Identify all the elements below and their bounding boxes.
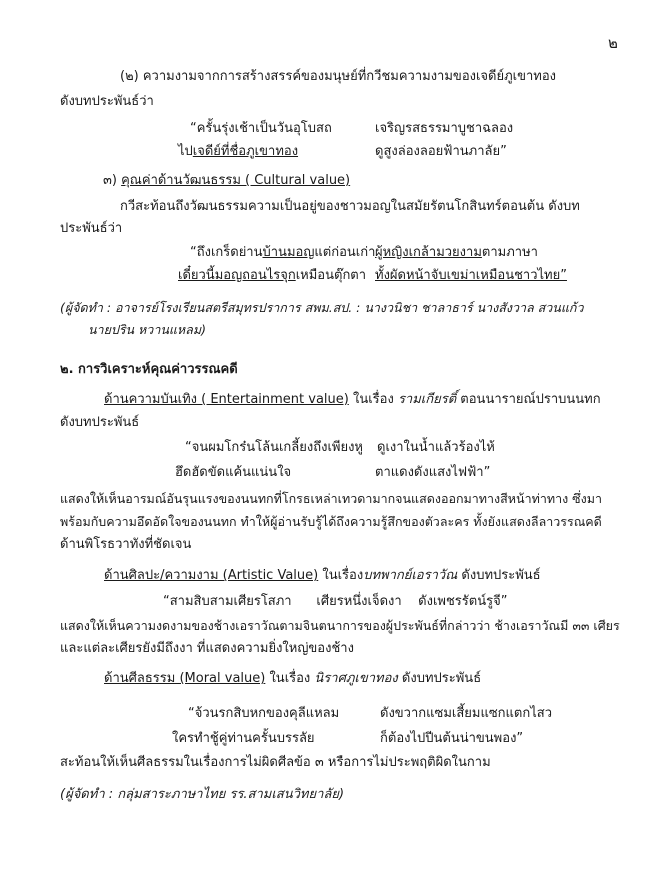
item2-verse-l1b: เจริญรสธรรมาบูชาฉลอง xyxy=(375,121,514,136)
item2-intro-cont: ดังบทประพันธ์ว่า xyxy=(60,94,154,109)
item3-heading xyxy=(103,172,350,190)
item3-verse-l1b xyxy=(375,244,538,262)
artistic-verse: “สามสิบสามเศียรโสภา เศียรหนึ่งเจ็ดงา ดังเพชรรัตน์รูจี” xyxy=(163,594,508,609)
entertain-verse-l2b: ตาแดงดังแสงไฟฟ้า” xyxy=(375,465,491,480)
entertain-post: ตอนนารายณ์ปราบนนทก xyxy=(456,392,601,407)
moral-line xyxy=(104,670,481,688)
entertain-expl-line1: แสดงให้เห็นอารมณ์อันรุนแรงของนนทกที่โกรธเหล่าเทวดามากจนแสดงออกมาทางสีหน้าท่าทาง ซึ่งมา xyxy=(60,491,603,506)
artistic-expl-line2: และแต่ละเศียรยังมีถึงงา ที่แสดงความยิ่งใหญ่ของช้าง xyxy=(60,641,354,656)
entertain-verse-l1b: ดูเงาในน้ำแล้วร้องไห้ xyxy=(377,440,495,455)
item3-verse-l2a xyxy=(178,267,366,285)
section2-credit: (ผู้จัดทำ : กลุ่มสาระภาษาไทย รร.สามเสนวิทยาลัย) xyxy=(60,787,345,802)
item3-verse-l1b-underlined: ผู้หญิงเกล้ามวยงาม xyxy=(375,245,482,260)
item3-verse-l1a-underlined: บ้านมอญ xyxy=(262,245,315,260)
entertain-cont: ดังบทประพันธ์ xyxy=(60,415,140,430)
entertain-verse-l1a: “จนผมโกร๋นโล้นเกลี้ยงถึงเพียงหู xyxy=(185,440,363,455)
entertain-mid: ในเรื่อง xyxy=(348,392,398,407)
artistic-title: บทพากย์เอราวัณ xyxy=(363,568,458,583)
item2-verse-l2a-underlined: เจดีย์ที่ชื่อภูเขาทอง xyxy=(192,144,299,159)
section1-credit-cont: นายปริน หวานแหลม) xyxy=(88,322,206,337)
moral-verse-l2b: ก็ต้องไปปีนต้นน่าขนพอง” xyxy=(380,731,524,746)
entertain-label: ด้านความบันเทิง ( Entertainment value) xyxy=(104,392,349,407)
item2-verse-l2a-pre: ไป xyxy=(178,144,193,159)
moral-label: ด้านศีลธรรม (Moral value) xyxy=(104,671,266,686)
item2-verse-l2b: ดูสูงล่องลอยฟ้านภาลัย” xyxy=(375,144,507,159)
item3-verse-l2a-underlined: เดี๋ยวนี้มอญถอนไรจุก xyxy=(178,268,296,283)
item3-verse-l2a-post: เหมือนตุ๊กตา xyxy=(295,268,367,283)
item2-verse-l1a: “ครั้นรุ่งเช้าเป็นวันอุโบสถ xyxy=(190,121,332,136)
moral-verse-l1b: ดังขวากแซมเสี้ยมแซกแตกไสว xyxy=(380,706,553,721)
item3-verse-l1b-post: ตามภาษา xyxy=(481,245,538,260)
artistic-post: ดังบทประพันธ์ xyxy=(457,568,541,583)
item3-verse-l1a-post: แต่ก่อนเก่า xyxy=(314,245,376,260)
entertain-expl-line3: ด้านพิโรธวาทังที่ชัดเจน xyxy=(60,537,192,552)
artistic-mid: ในเรื่อง xyxy=(318,568,364,583)
item3-verse-l1a-pre: “ถึงเกร็ดย่าน xyxy=(190,245,263,260)
moral-verse-l1a: “จ้วนรกสิบหกของคุลีแหลม xyxy=(188,706,340,721)
item3-verse-l1a xyxy=(190,244,375,262)
item3-desc-line2: ประพันธ์ว่า xyxy=(60,221,123,236)
item3-number: ๓) xyxy=(103,173,117,188)
moral-title: นิราศภูเขาทอง xyxy=(314,671,398,686)
moral-post: ดังบทประพันธ์ xyxy=(397,671,482,686)
item3-desc-line1: กวีสะท้อนถึงวัฒนธรรมความเป็นอยู่ของชาวมอญในสมัยรัตนโกสินทร์ตอนต้น ดังบท xyxy=(120,199,580,214)
artistic-label: ด้านศิลปะ/ความงาม (Artistic Value) xyxy=(104,568,319,583)
item2-verse-l2a xyxy=(178,143,298,161)
section1-credit: (ผู้จัดทำ : อาจารย์โรงเรียนสตรีสมุทรปราการ สพม.สป. : นางวนิชา ชาลาธาร์ นางสังวาล สวนแก้ว xyxy=(60,300,584,315)
entertain-verse-l2a: ฮึดฮัดขัดแค้นแน่นใจ xyxy=(175,465,292,480)
page-number: ๒ xyxy=(608,34,618,52)
item3-title: คุณค่าด้านวัฒนธรรม ( Cultural value) xyxy=(121,173,351,188)
entertain-expl-line2: พร้อมกับความอึดอัดใจของนนทก ทำให้ผู้อ่านรับรู้ได้ถึงความรู้สึกของตัวละคร ทั้งยังแสดงลีลาวรรณคดี xyxy=(60,514,602,529)
entertain-line xyxy=(104,391,601,409)
moral-verse-l2a: ใครทำชู้คู่ท่านครั้นบรรลัย xyxy=(172,731,315,746)
item2-heading: (๒) ความงามจากการสร้างสรรค์ของมนุษย์ที่กวีชมความงามของเจดีย์ภูเขาทอง xyxy=(120,69,557,84)
artistic-line xyxy=(104,567,541,585)
item3-verse-l2b: ทั้งผัดหน้าจับเขม่าเหมือนชาวไทย” xyxy=(375,268,567,283)
artistic-expl-line1: แสดงให้เห็นความงดงามของช้างเอราวัณตามจินตนาการของผู้ประพันธ์ที่กล่าวว่า ช้างเอราวัณมี ๓๓ เศียร xyxy=(60,618,620,633)
moral-mid: ในเรื่อง xyxy=(265,671,315,686)
section2-heading: ๒. การวิเคราะห์คุณค่าวรรณคดี xyxy=(60,362,238,377)
moral-expl: สะท้อนให้เห็นศีลธรรมในเรื่องการไม่ผิดศีลข้อ ๓ หรือการไม่ประพฤติผิดในกาม xyxy=(60,755,491,770)
entertain-title: รามเกียรติ์ xyxy=(397,392,457,407)
